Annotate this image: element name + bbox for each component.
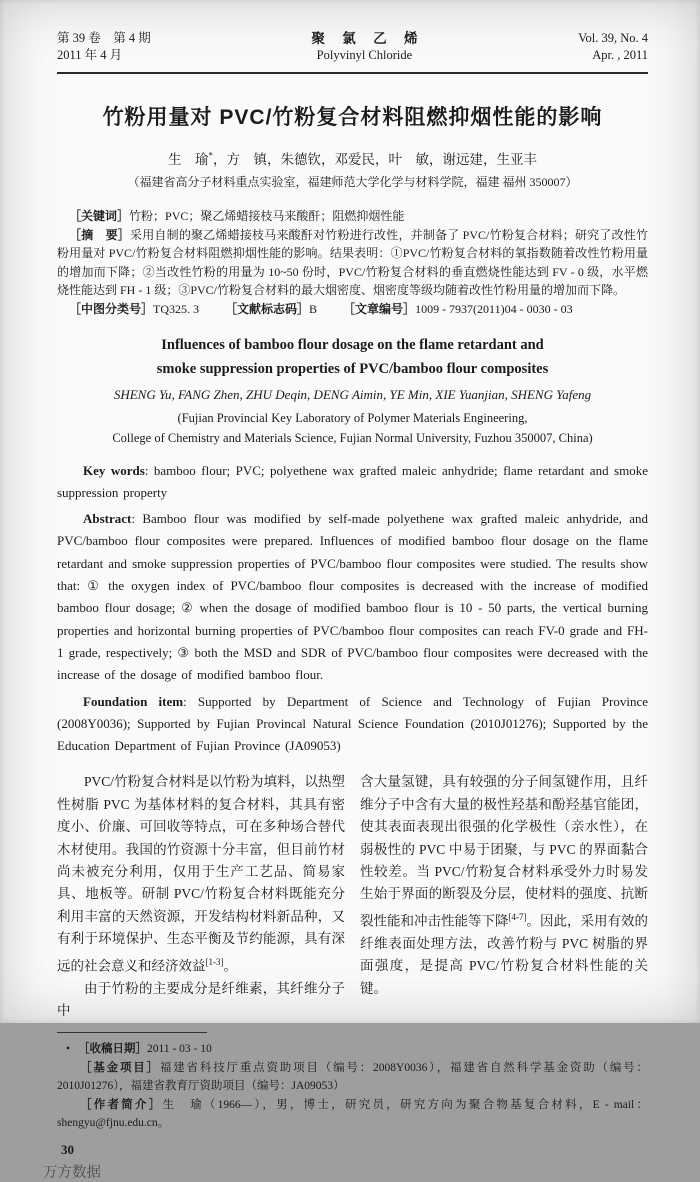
header-rule [57, 72, 648, 74]
authors-rest: ，方 镇，朱德钦，邓爱民，叶 敏，谢远建，生亚丰 [213, 152, 537, 167]
fund-label: ［基金项目］ [80, 1061, 160, 1074]
en-abstract-text: : Bamboo flour was modified by self-made polyethene wax grafted maleic anhydride, and PVC/bamboo flour composites were prepared. Influences of modified bamboo flour dosage on the flame retardant and smoke suppression properties of PVC/bamboo flour composites were studied. The results show that: ① the oxygen index of PVC/bamboo flour composites is decreased with the increase of modified bamboo flour dosage; ② when the dosage of modified bamboo flour is 10 - 50 parts, the vertical burning properties and horizontal burning properties of PVC/bamboo flour composites can reach FV-0 grade and FH-1 grade, respectively; ③ both the MSD and SDR of PVC/bamboo flour composites were decreased with the increase of the dosage of modified bamboo flour. [57, 511, 648, 683]
volume-issue-en: Vol. 39, No. 4 [578, 31, 648, 45]
body-p2-text: 含大量氢键，具有较强的分子间氢键作用，且纤维分子中含有大量的极性羟基和酚羟基官能团，使其表面表现出很强的化学极性（亲水性），在弱极性的 PVC 中易于团聚，与 PVC 的界面黏合性较差。当 PVC/竹粉复合材料承受外力时易发生始于界面的断裂及分层，使材料的强度、抗断裂性能和冲击性能等下降 [360, 774, 648, 929]
en-keywords-label: Key words [83, 462, 145, 478]
clc-label: ［中图分类号］ [69, 301, 154, 316]
article-title-cn: 竹粉用量对 PVC/竹粉复合材料阻燃抑烟性能的影响 [102, 106, 603, 129]
body-columns [57, 771, 648, 1022]
doc-code-value: B [309, 301, 318, 316]
cn-keywords-label: ［关键词］ [69, 209, 130, 223]
body-p1-text: PVC/竹粉复合材料是以竹粉为填料，以热塑性树脂 PVC 为基体材料的复合材料，其具有密度小、价廉、可回收等特点，可在多种场合替代木材使用。我国的竹资源十分丰富，但目前竹材尚未被充分利用，仅用于生产工艺品、简易家具、地板等。研制 PVC/竹粉复合材料既能充分利用丰富的天然资源，开发结构材料新品种，又有利于环境保护、生态平衡及节约能源，具有深远的社会意义和经济效益 [57, 774, 345, 974]
header-right [578, 30, 648, 64]
article-no-value: 1009 - 7937(2011)04 - 0030 - 03 [415, 301, 573, 316]
date-cn: 2011 年 4 月 [57, 48, 123, 62]
authors-en: SHENG Yu, FANG Zhen, ZHU Deqin, DENG Aimin, YE Min, XIE Yuanjian, SHENG Yafeng [113, 386, 592, 402]
fund-text: 福建省科技厅重点资助项目（编号：2008Y0036），福建省自然科学基金资助（编号：2010J01276），福建省教育厅资助项目（编号：JA09053） [57, 1061, 648, 1093]
footnote-received [57, 1040, 648, 1059]
date-en: Apr. , 2011 [592, 48, 648, 62]
header-left [57, 30, 151, 64]
cn-meta-line [57, 300, 648, 319]
cn-abstract-text: 采用自制的聚乙烯蜡接枝马来酸酐对竹粉进行改性，并制备了 PVC/竹粉复合材料；研究了改性竹粉用量对 PVC/竹粉复合材料阻燃抑烟性能的影响。结果表明：①PVC/竹粉复合材料的氧指数随着改性竹粉用量的增加而下降；②当改性竹粉的用量为 10~50 份时，PVC/竹粉复合材料的垂直燃烧性能达到 FV - 0 级，水平燃烧性能达到 FH - 1 级；③PVC/竹粉复合材料的最大烟密度、烟密度等级均随着改性竹粉用量的增加而下降。 [57, 227, 648, 298]
affiliation-cn: （福建省高分子材料重点实验室，福建师范大学化学与材料学院，福建 福州 350007） [127, 175, 578, 189]
received-date-value: 2011 - 03 - 10 [147, 1043, 212, 1056]
article-title-en-line2: smoke suppression properties of PVC/bamboo flour composites [156, 360, 549, 377]
affiliation-en [57, 408, 648, 448]
cn-keywords-line [57, 207, 648, 226]
journal-header [57, 30, 648, 64]
affiliation-en-line2: College of Chemistry and Materials Science, Fujian Normal University, Fuzhou 350007, China) [112, 430, 593, 445]
author-bio-label: ［作者简介］ [80, 1098, 163, 1111]
received-date-label: ［收稿日期］ [78, 1043, 148, 1056]
journal-title-cn: 聚 氯 乙 烯 [311, 31, 425, 46]
en-foundation-label: Foundation item [83, 693, 184, 709]
body-p2-end: 。因此，采用有效的纤维表面处理方法，改善竹粉与 PVC 树脂的界面强度，是提高 PVC/竹粉复合材料性能的关键。 [360, 913, 648, 996]
volume-issue-cn: 第 39 卷 第 4 期 [57, 31, 151, 45]
author-bio-text: 生 瑜（1966—），男，博士，研究员，研究方向为聚合物基复合材料，E - mail：shengyu@fjnu.edu.cn。 [57, 1098, 649, 1130]
cn-abstract-block [57, 207, 648, 319]
cn-abstract-label: ［摘 要］ [69, 227, 131, 242]
doc-code-label: ［文献标志码］ [225, 301, 310, 316]
affiliation-en-line1: (Fujian Provincial Key Laboratory of Polymer Materials Engineering, [177, 410, 528, 425]
article-title-en [57, 333, 648, 381]
footnote-fund [57, 1059, 648, 1096]
citation-ref-4-7: [4-7] [508, 911, 527, 922]
footnote-bullet-icon: • [66, 1043, 71, 1056]
en-keywords-paragraph [57, 460, 648, 505]
footnote-divider [57, 1032, 207, 1033]
wanfang-watermark: 万方数据 [43, 1164, 101, 1181]
article-no-label: ［文章编号］ [343, 301, 416, 316]
en-foundation-text: : Supported by Department of Science and Technology of Fujian Province (2008Y0036); Supported by Fujian Provincal Natural Science Foundation (2010J01276); Supported by the Education Department of Fujian Province (JA09053) [57, 693, 649, 754]
header-center [304, 30, 424, 64]
footnote-author-bio [57, 1096, 648, 1133]
cn-keywords-text: 竹粉；PVC；聚乙烯蜡接枝马来酸酐；阻燃抑烟性能 [129, 209, 405, 223]
en-foundation-paragraph [57, 691, 648, 758]
body-paragraph-1 [57, 771, 345, 977]
en-abstract-label: Abstract [83, 511, 132, 527]
body-column-left [57, 771, 345, 1022]
page-number: 30 [61, 1141, 74, 1157]
article-title-en-line1: Influences of bamboo flour dosage on the flame retardant and [161, 336, 544, 353]
citation-ref-1-3: [1-3] [205, 956, 224, 967]
en-abstract-paragraph [57, 508, 648, 686]
footnotes-block [57, 1040, 648, 1133]
cn-abstract-paragraph [57, 226, 648, 300]
body-p1-end: 。 [223, 958, 237, 974]
author-first: 生 瑜 [168, 152, 209, 167]
journal-title-en: Polyvinyl Chloride [316, 48, 413, 62]
clc-value: TQ325. 3 [153, 301, 200, 316]
corresponding-author-marker: * [208, 150, 213, 161]
authors-cn [57, 148, 648, 168]
en-keywords-text: : bamboo flour; PVC; polyethene wax grafted maleic anhydride; flame retardant and smoke suppression property [57, 462, 648, 500]
body-paragraph-2-continued [360, 771, 648, 1000]
body-paragraph-2-start: 由于竹粉的主要成分是纤维素，其纤维分子中 [57, 980, 345, 1018]
body-column-right [360, 771, 648, 1022]
